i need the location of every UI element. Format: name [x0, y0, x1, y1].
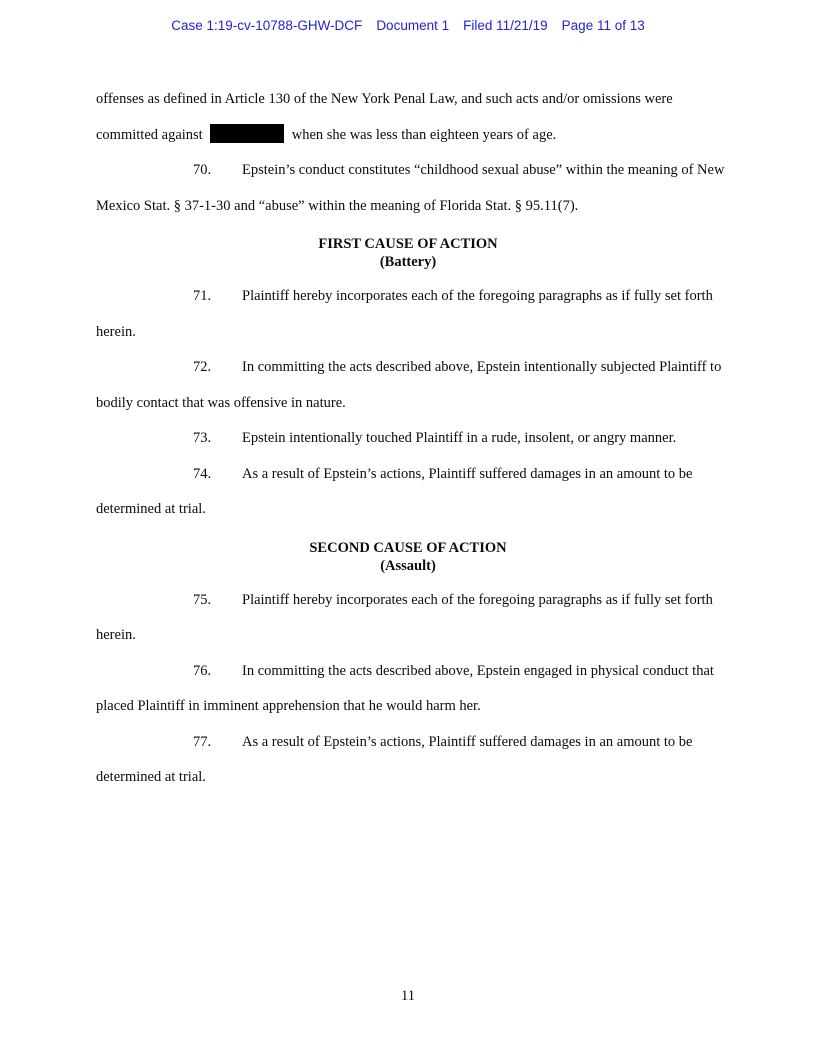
cause-subtitle: (Assault) [380, 557, 436, 574]
redaction-box [210, 124, 284, 143]
cause-title: FIRST CAUSE OF ACTION [318, 236, 498, 252]
paragraph-text: As a result of Epstein’s actions, Plaintiff suffered damages in an amount to be determined at trial. [96, 733, 693, 785]
paragraph-text: Epstein’s conduct constitutes “childhood sexual abuse” within the meaning of New Mexico Stat. § 37-1-30 and “abuse” within the meaning of Florida Stat. § 95.11(7). [96, 162, 725, 214]
paragraph-number: 71. [193, 288, 212, 304]
paragraph-text: Plaintiff hereby incorporates each of the foregoing paragraphs as if fully set forth herein. [96, 591, 713, 643]
paragraph-number: 73. [193, 430, 212, 446]
paragraph-76 [96, 654, 736, 725]
paragraph-text: As a result of Epstein’s actions, Plaintiff suffered damages in an amount to be determined at trial. [96, 465, 693, 517]
paragraph-74 [96, 457, 736, 528]
paragraph-number: 75. [193, 591, 212, 608]
second-cause-heading [96, 539, 720, 575]
paragraph-continuation [96, 82, 736, 153]
paragraph-number: 77. [193, 733, 212, 750]
paragraph-73 [96, 421, 736, 457]
stamp-case-number: Case 1:19-cv-10788-GHW-DCF [171, 18, 363, 33]
cause-title: SECOND CAUSE OF ACTION [309, 539, 507, 556]
cause-subtitle: (Battery) [379, 254, 437, 270]
paragraph-text: In committing the acts described above, Epstein engaged in physical conduct that placed Plaintiff in imminent apprehension that he would harm her. [96, 662, 714, 714]
paragraph-number: 72. [193, 359, 212, 375]
paragraph-75 [96, 583, 736, 654]
paragraph-text: Plaintiff hereby incorporates each of the foregoing paragraphs as if fully set forth herein. [96, 288, 713, 340]
stamp-document-number: Document 1 [376, 18, 450, 33]
paragraph-number: 74. [193, 465, 212, 482]
paragraph-70 [96, 153, 736, 224]
stamp-page-count: Page 11 of 13 [561, 18, 645, 33]
first-cause-heading [96, 235, 720, 271]
paragraph-text: Epstein intentionally touched Plaintiff in a rude, insolent, or angry manner. [242, 430, 677, 446]
paragraph-number: 70. [193, 162, 212, 178]
page-number: 11 [401, 988, 415, 1004]
stamp-filed-date: Filed 11/21/19 [463, 18, 548, 33]
paragraph-71 [96, 279, 736, 350]
pacer-stamp [0, 18, 816, 34]
continuation-text-pre: offenses as defined in Article 130 of the New York Penal Law, and such acts and/or omissions were committed against [96, 91, 673, 143]
continuation-text-post: when she was less than eighteen years of age. [291, 126, 557, 143]
paragraph-number: 76. [193, 662, 212, 679]
document-body [96, 82, 736, 796]
paragraph-72 [96, 350, 736, 421]
paragraph-text: In committing the acts described above, Epstein intentionally subjected Plaintiff to bodily contact that was offensive in nature. [96, 359, 722, 411]
paragraph-77 [96, 725, 736, 796]
